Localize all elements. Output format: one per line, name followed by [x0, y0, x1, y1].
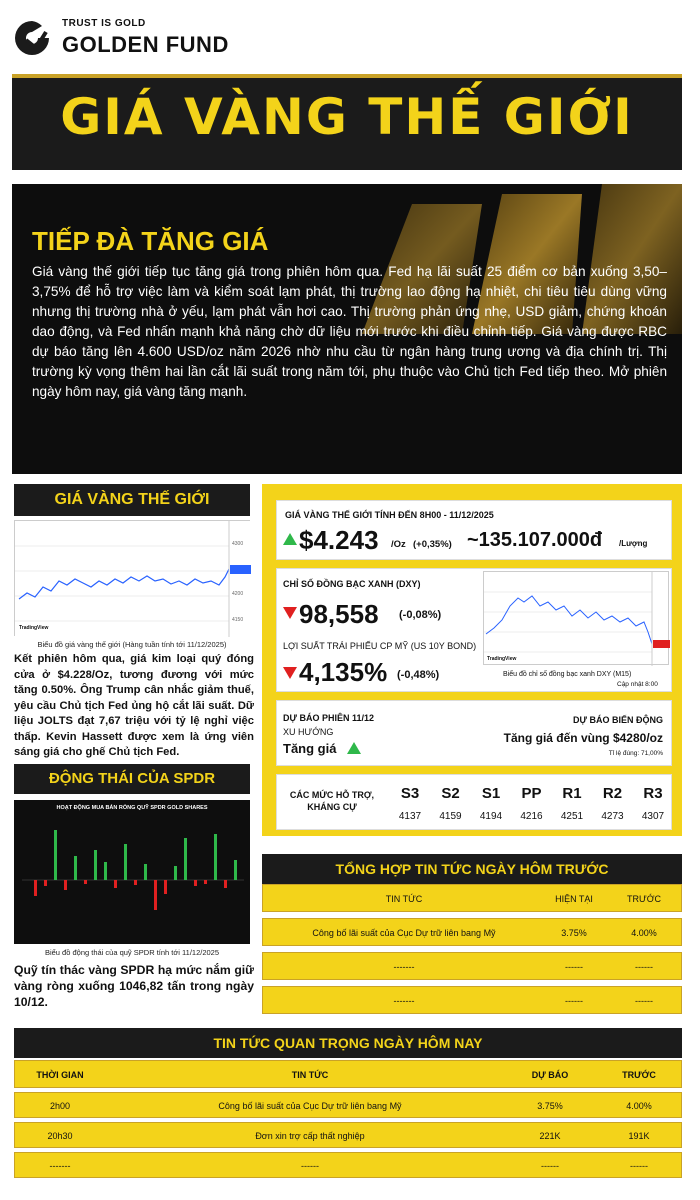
prev-news-heading: TỔNG HỢP TIN TỨC NGÀY HÔM TRƯỚC — [262, 854, 682, 884]
table-cell: ------- — [393, 962, 415, 972]
header-cell: DỰ BÁO — [531, 1070, 569, 1080]
table-row — [14, 1092, 682, 1118]
up-arrow-icon — [347, 741, 361, 759]
range-value: Tăng giá đến vùng $4280/oz — [503, 731, 663, 745]
table-cell: ------- — [49, 1161, 71, 1171]
table-cell: 4.00% — [626, 1101, 652, 1111]
gold-price-vnd: ~135.107.000đ — [467, 529, 603, 551]
prev-news-table — [262, 884, 682, 1006]
header-cell: TRƯỚC — [627, 894, 661, 904]
table-cell: ------ — [635, 962, 653, 972]
down-arrow-icon — [283, 606, 297, 624]
level-value: 4137 — [398, 811, 422, 822]
brand-name: GOLDEN FUND — [62, 32, 229, 57]
intro-text: Giá vàng thế giới tiếp tục tăng giá trong phiên hôm qua. Fed hạ lãi suất 25 điểm cơ bản xuống 3,50–3,75% để hỗ trợ việc làm và kiểm soát lạm phát, thị trường lao động hạ nhiệt, chi tiêu tiêu dùng vững nhưng thị trường nhà ở yếu, lạm phát vẫn hơi cao. Thị trường phản ứng nhẹ, USD giảm, chứng khoán dao động, và Fed nhấn mạnh khả năng chờ dữ liệu mới trước khi điều chỉnh tiếp. Giá vàng được RBC dự báo tăng lên 4.600 USD/oz năm 2026 nhờ nhu cầu từ ngân hàng trung ương và địa chính trị. Thị trường kỳ vọng thêm hai lần cắt lãi suất trong năm tới, phụ thuộc vào Chủ tịch Fed tiếp theo. Mở phiên ngày hôm nay, giá vàng tăng mạnh. — [32, 264, 667, 399]
level-value: 4159 — [439, 811, 462, 822]
spdr-chart-title: HOẠT ĐỘNG MUA BÁN RÒNG QUỸ SPDR GOLD SHARES — [56, 805, 208, 811]
bond-change: (-0,48%) — [397, 669, 440, 681]
golden-fund-logo-icon — [12, 18, 52, 58]
table-cell: ------ — [635, 996, 653, 1006]
table-row — [262, 918, 682, 946]
header-cell: TRƯỚC — [622, 1070, 656, 1080]
tradingview-watermark: TradingView — [487, 656, 517, 662]
table-cell: ------ — [541, 1161, 559, 1171]
table-cell: Đơn xin trợ cấp thất nghiệp — [255, 1131, 365, 1141]
levels-label: CÁC MỨC HỖ TRỢ, KHÁNG CỰ — [289, 790, 375, 812]
table-row — [14, 1122, 682, 1148]
table-cell: 3.75% — [561, 928, 587, 938]
spdr-flow-chart — [14, 800, 250, 944]
svg-text:4200: 4200 — [232, 591, 244, 597]
table-cell: 191K — [628, 1131, 650, 1141]
dxy-card — [276, 568, 672, 692]
table-cell: ------- — [393, 996, 415, 1006]
trend-value: Tăng giá — [283, 741, 337, 756]
intro-panel — [12, 184, 682, 474]
table-cell: ------ — [630, 1161, 648, 1171]
table-cell: Công bố lãi suất của Cục Dự trữ liên bang Mỹ — [218, 1101, 402, 1111]
today-news-table — [14, 1060, 682, 1184]
table-cell: 2h00 — [49, 1101, 71, 1111]
level-value: 4251 — [560, 811, 584, 822]
table-row — [14, 1152, 682, 1178]
level-name: PP — [521, 785, 542, 802]
dxy-label: CHỈ SỐ ĐỒNG BẠC XANH (DXY) — [283, 579, 421, 589]
level-name: S3 — [400, 785, 420, 802]
table-cell: 3.75% — [537, 1101, 563, 1111]
level-name: S1 — [481, 785, 501, 802]
level-name: S2 — [441, 785, 460, 802]
dxy-chart — [483, 571, 669, 665]
level-name: R1 — [562, 785, 582, 802]
header-cell: TIN TỨC — [291, 1070, 329, 1080]
gold-price-value: $4.243 — [299, 525, 379, 555]
forecast-accuracy: Tỉ lệ đúng: 71,00% — [608, 750, 663, 757]
range-label: DỰ BÁO BIẾN ĐỘNG — [573, 715, 663, 725]
gold-chart-caption: Biểu đồ giá vàng thế giới (Hàng tuần tính tới 11/12/2025) — [37, 640, 227, 649]
today-news-header-row — [14, 1060, 682, 1088]
spdr-summary-text: Quỹ tín thác vàng SPDR hạ mức nắm giữ vàng ròng xuống 1046,82 tấn trong ngày 10/12. — [14, 963, 254, 1009]
dxy-chart-caption: Biểu đồ chỉ số đồng bạc xanh DXY (M15) — [503, 671, 632, 678]
spdr-section-heading: ĐỘNG THÁI CỦA SPDR — [14, 764, 250, 794]
up-arrow-icon — [283, 532, 297, 550]
dxy-change: (-0,08%) — [399, 609, 442, 621]
level-value: 4307 — [641, 811, 665, 822]
gold-price-label: GIÁ VÀNG THẾ GIỚI TÍNH ĐẾN 8H00 - 11/12/2025 — [285, 510, 494, 520]
gold-price-change: (+0,35%) — [413, 539, 452, 550]
bond-value: 4,135% — [299, 657, 388, 687]
gold-price-chart — [14, 520, 250, 636]
today-news-heading: TIN TỨC QUAN TRỌNG NGÀY HÔM NAY — [14, 1028, 682, 1058]
header-cell: TIN TỨC — [385, 894, 423, 904]
table-cell: ------ — [565, 962, 583, 972]
level-value: 4194 — [479, 811, 503, 822]
gold-section-heading: GIÁ VÀNG THẾ GIỚI — [14, 484, 250, 516]
gold-price-unit: /Oz — [391, 539, 406, 550]
header-cell: THỜI GIAN — [36, 1070, 84, 1080]
trend-label: XU HƯỚNG — [283, 727, 334, 737]
bond-label: LỢI SUẤT TRÁI PHIẾU CP MỸ (US 10Y BOND) — [283, 641, 477, 651]
gold-price-card — [276, 500, 672, 560]
title-banner — [12, 74, 682, 170]
table-row — [262, 986, 682, 1014]
page-title: GIÁ VÀNG THẾ GIỚI — [60, 88, 634, 146]
level-name: R2 — [602, 785, 623, 802]
tradingview-watermark: TradingView — [19, 625, 49, 631]
brand-tagline: TRUST IS GOLD — [62, 18, 146, 29]
level-value: 4273 — [601, 811, 624, 822]
table-cell: 4.00% — [631, 928, 657, 938]
table-cell: ------ — [565, 996, 583, 1006]
svg-text:4300: 4300 — [232, 541, 244, 547]
dxy-value: 98,558 — [299, 599, 379, 629]
table-cell: 20h30 — [47, 1131, 73, 1141]
forecast-card — [276, 700, 672, 766]
level-value: 4216 — [520, 811, 543, 822]
prev-news-header-row — [262, 884, 682, 912]
table-cell: 221K — [539, 1131, 561, 1141]
support-resistance-card — [276, 774, 672, 830]
intro-title: TIẾP ĐÀ TĂNG GIÁ — [32, 226, 269, 256]
dxy-updated-time: Cập nhật 8:00 — [617, 681, 658, 688]
svg-text:4150: 4150 — [232, 617, 244, 623]
spdr-chart-caption: Biểu đồ động thái của quỹ SPDR tính tới 11/12/2025 — [44, 948, 220, 957]
down-arrow-icon — [283, 666, 297, 684]
table-cell: Công bố lãi suất của Cục Dự trữ liên bang Mỹ — [312, 928, 496, 938]
header-cell: HIỆN TẠI — [555, 894, 593, 904]
table-row — [262, 952, 682, 980]
level-name: R3 — [643, 785, 663, 802]
gold-summary-text: Kết phiên hôm qua, giá kim loại quý đóng cửa ở $4.228/Oz, tương đương với mức tăng 0.50%. Ông Trump cân nhắc giảm thuế, yêu cầu Chủ tịch Fed ủng hộ cắt lãi suất. Dữ liệu JOLTS đạt 7,67 triệu với tỷ lệ nghỉ việc thấp. Kevin Hassett được xem là ứng viên sáng giá cho ghế Chủ tịch Fed. — [14, 653, 254, 758]
forecast-session-label: DỰ BÁO PHIÊN 11/12 — [283, 713, 374, 723]
table-cell: ------ — [301, 1161, 319, 1171]
gold-price-vnd-unit: /Lượng — [619, 539, 648, 548]
